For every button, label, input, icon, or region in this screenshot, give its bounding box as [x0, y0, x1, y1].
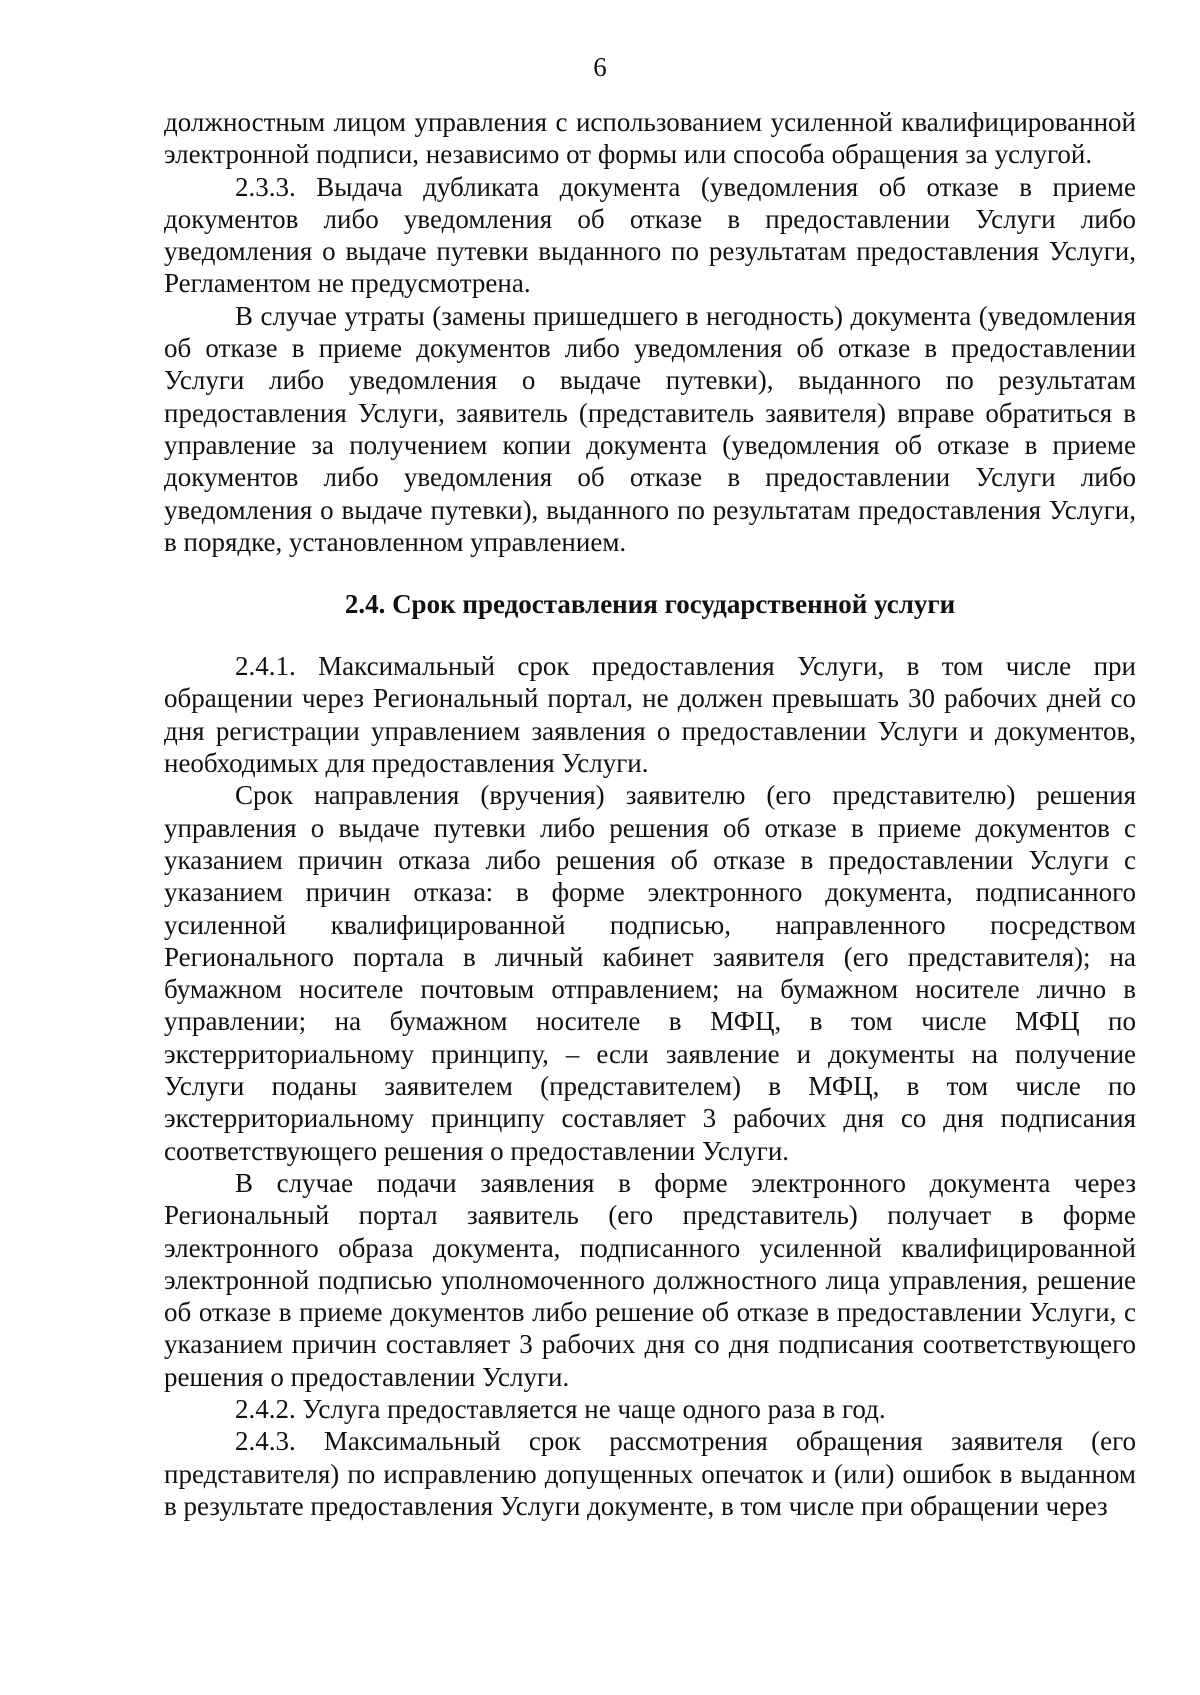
section-heading-2-4: 2.4. Срок предоставления государственной услуги — [344, 589, 956, 620]
paragraph-2-4-3: 2.4.3. Максимальный срок рассмотрения обращения заявителя (его представителя) по исправлению допущенных опечаток и (или) ошибок в выданном в результате предоставления Услуги документе, в том числе при обращении через — [164, 1426, 1136, 1521]
paragraph-continuation: должностным лицом управления с использованием усиленной квалифицированной электронной подписи, независимо от формы или способа обращения за услугой. — [164, 107, 1136, 170]
paragraph-electronic-submission: В случае подачи заявления в форме электронного документа через Региональный портал заявитель (его представитель) получает в форме электронного образа документа, подписанного усиленной квалифицированной электронной подписью уполномоченного должностного лица управления, решение об отказе в приеме документов либо решение об отказе в предоставлении Услуги, с указанием причин составляет 3 рабочих дня со дня подписания соответствующего решения о предоставлении Услуги. — [164, 1167, 1136, 1392]
page-number: 6 — [593, 52, 607, 82]
paragraph-2-4-2: 2.4.2. Услуга предоставляется не чаще одного раза в год. — [235, 1393, 886, 1424]
paragraph-delivery-term: Срок направления (вручения) заявителю (его представителю) решения управления о выдаче путевки либо решения об отказе в приеме документов с указанием причин отказа либо решения об отказе в предоставлении Услуги с указанием причин отказа: в форме электронного документа, подписанного усиленной квалифицированной подписью, направленного посредством Регионального портала в личный кабинет заявителя (его представителя); на бумажном носителе почтовым отправлением; на бумажном носителе лично в управлении; на бумажном носителе в МФЦ, в том числе МФЦ по экстерриториальному принципу, – если заявление и документы на получение Услуги поданы заявителем (представителем) в МФЦ, в том числе по экстерриториальному принципу составляет 3 рабочих дня со дня подписания соответствующего решения о предоставлении Услуги. — [164, 780, 1136, 1166]
paragraph-2-3-3: 2.3.3. Выдача дубликата документа (уведомления об отказе в приеме документов либо уведомления об отказе в предоставлении Услуги либо уведомления о выдаче путевки выданного по результатам предоставления Услуги, Регламентом не предусмотрена. — [164, 171, 1136, 299]
paragraph-2-4-1: 2.4.1. Максимальный срок предоставления Услуги, в том числе при обращении через Региональный портал, не должен превышать 30 рабочих дней со дня регистрации управлением заявления о предоставлении Услуги и документов, необходимых для предоставления Услуги. — [164, 651, 1136, 779]
document-body — [164, 106, 1136, 1522]
paragraph-loss-case: В случае утраты (замены пришедшего в негодность) документа (уведомления об отказе в приеме документов либо уведомления об отказе в предоставлении Услуги либо уведомления о выдаче путевки), выданного по результатам предоставления Услуги, заявитель (представитель заявителя) вправе обратиться в управление за получением копии документа (уведомления об отказе в приеме документов либо уведомления об отказе в предоставлении Услуги либо уведомления о выдаче путевки), выданного по результатам предоставления Услуги, в порядке, установленном управлением. — [164, 300, 1136, 557]
